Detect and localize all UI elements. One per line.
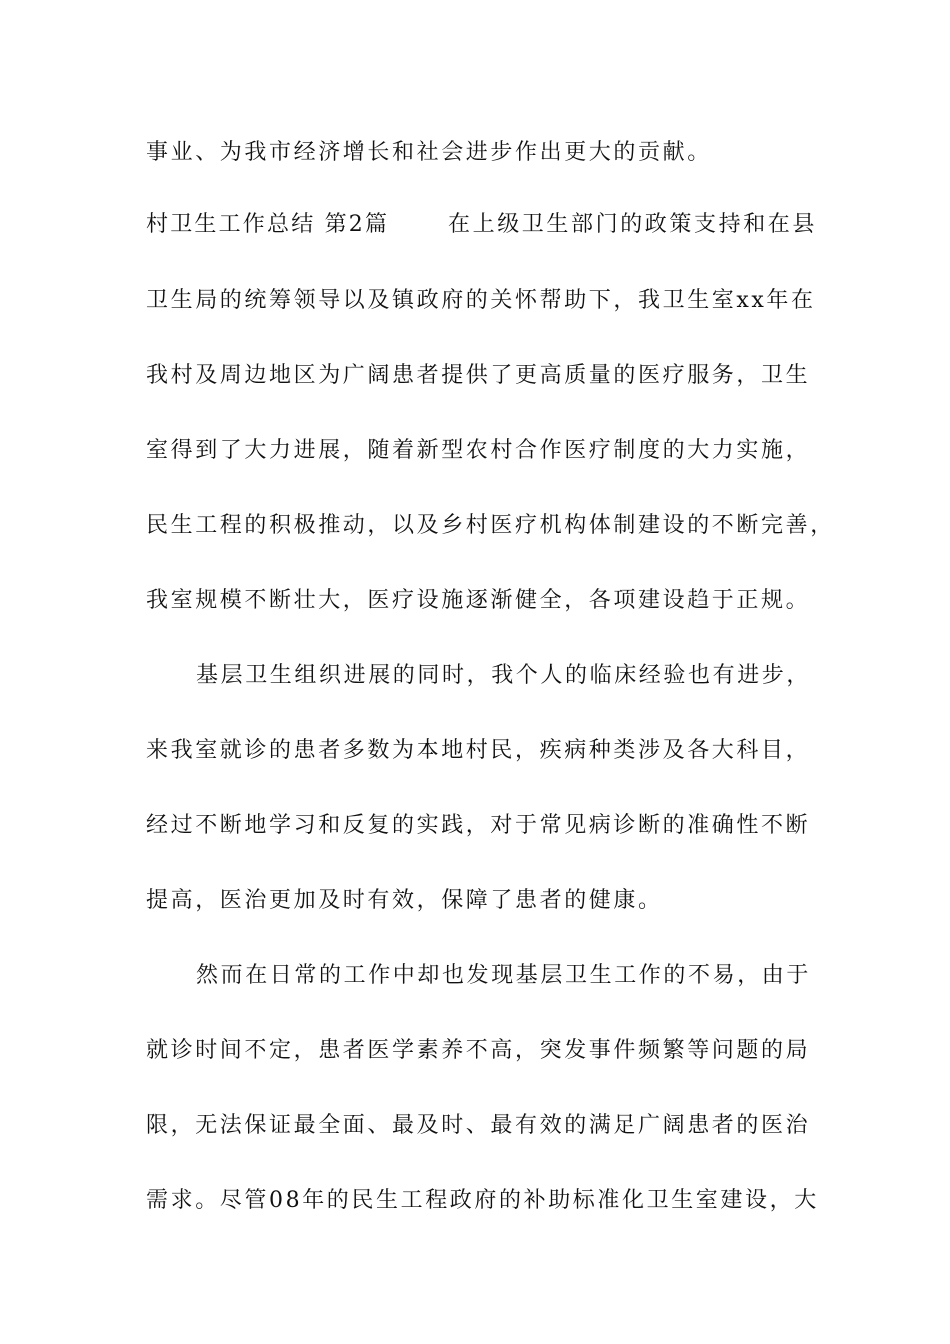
text-line: 提高，医治更加及时有效，保障了患者的健康。 — [146, 888, 663, 913]
text-line: 经过不断地学习和反复的实践，对于常见病诊断的准确性不断 — [146, 813, 811, 838]
text-line: 需求。尽管08年的民生工程政府的补助标准化卫生室建设，大 — [146, 1188, 819, 1213]
text-line: 卫生局的统筹领导以及镇政府的关怀帮助下，我卫生室xx年在 — [146, 288, 816, 313]
text-line: 限，无法保证最全面、最及时、最有效的满足广阔患者的医治 — [146, 1113, 811, 1138]
text-line: 在上级卫生部门的政策支持和在县 — [448, 212, 818, 237]
paragraph-first-line: 然而在日常的工作中却也发现基层卫生工作的不易，由于 — [196, 963, 812, 988]
text-line: 事业、为我市经济增长和社会进步作出更大的贡献。 — [146, 140, 712, 165]
paragraph-first-line: 基层卫生组织进展的同时，我个人的临床经验也有进步， — [196, 663, 812, 688]
text-line: 民生工程的积极推动，以及乡村医疗机构体制建设的不断完善， — [146, 513, 835, 538]
text-line: 来我室就诊的患者多数为本地村民，疾病种类涉及各大科目， — [146, 738, 811, 763]
text-line: 我室规模不断壮大，医疗设施逐渐健全，各项建设趋于正规。 — [146, 588, 811, 613]
text-line: 我村及周边地区为广阔患者提供了更高质量的医疗服务，卫生 — [146, 363, 811, 388]
section-heading: 村卫生工作总结 第2篇 — [146, 212, 390, 237]
text-line: 室得到了大力进展，随着新型农村合作医疗制度的大力实施， — [146, 438, 811, 463]
text-line: 就诊时间不定，患者医学素养不高，突发事件频繁等问题的局 — [146, 1038, 811, 1063]
